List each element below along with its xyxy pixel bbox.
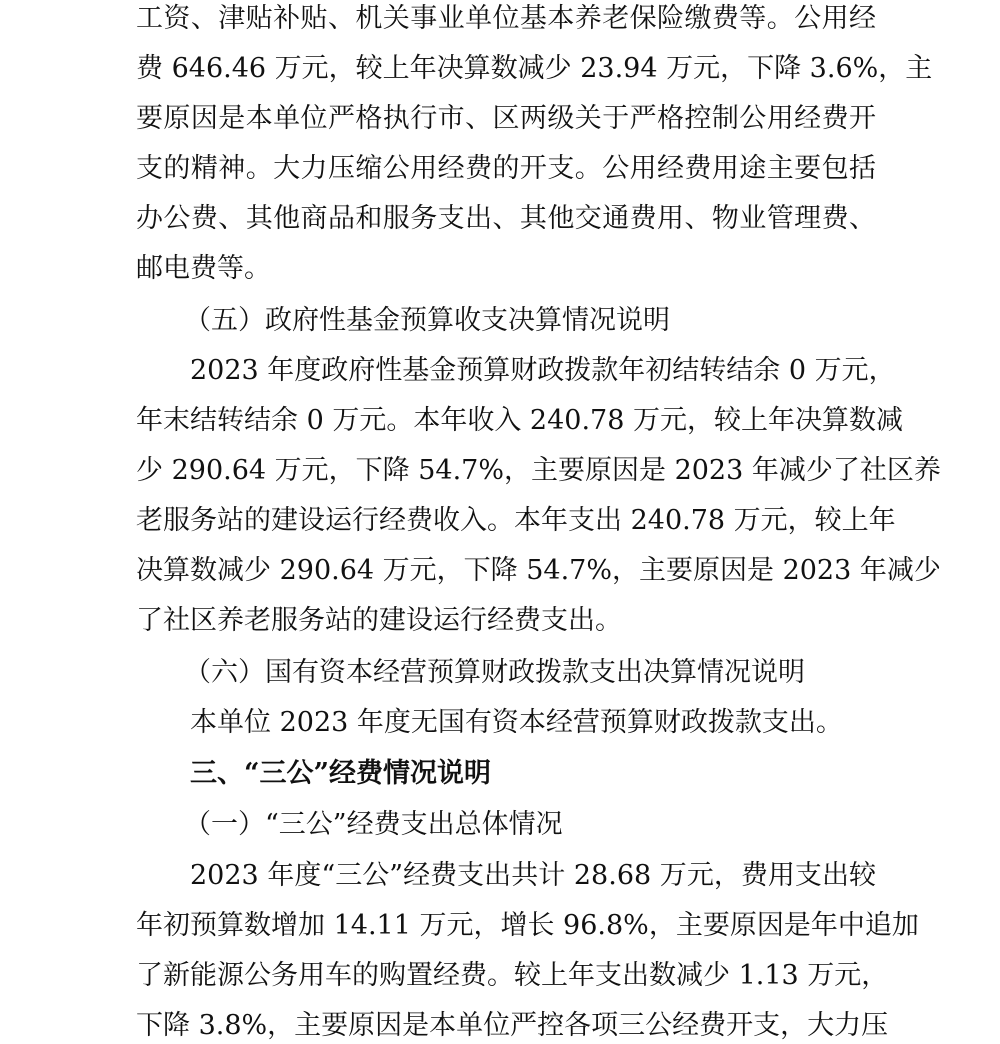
paragraph-line: 要原因是本单位严格执行市、区两级关于严格控制公用经费开 <box>136 103 876 134</box>
paragraph-line: 年末结转结余 0 万元。本年收入 240.78 万元，较上年决算数减 <box>136 405 903 436</box>
paragraph-line: 年初预算数增加 14.11 万元，增长 96.8%，主要原因是年中追加 <box>136 910 919 941</box>
paragraph-line: 工资、津贴补贴、机关事业单位基本养老保险缴费等。公用经 <box>136 3 876 34</box>
paragraph-line: 费 646.46 万元，较上年决算数减少 23.94 万元，下降 3.6%，主 <box>136 53 933 84</box>
paragraph-line: 邮电费等。 <box>136 253 271 284</box>
subsection-heading-1: （一）“三公”经费支出总体情况 <box>184 809 563 840</box>
paragraph-line: 本单位 2023 年度无国有资本经营预算财政拨款支出。 <box>190 707 843 738</box>
paragraph-line: 了社区养老服务站的建设运行经费支出。 <box>136 605 622 636</box>
paragraph-line: 下降 3.8%，主要原因是本单位严控各项三公经费开支，大力压 <box>136 1010 889 1041</box>
paragraph-line: 老服务站的建设运行经费收入。本年支出 240.78 万元，较上年 <box>136 505 896 536</box>
paragraph-line: 2023 年度“三公”经费支出共计 28.68 万元，费用支出较 <box>190 860 876 891</box>
paragraph-line: 2023 年度政府性基金预算财政拨款年初结转结余 0 万元， <box>190 355 896 386</box>
section-heading-6: （六）国有资本经营预算财政拨款支出决算情况说明 <box>184 657 805 688</box>
section-heading-3: 三、“三公”经费情况说明 <box>190 758 492 789</box>
paragraph-line: 办公费、其他商品和服务支出、其他交通费用、物业管理费、 <box>136 203 876 234</box>
paragraph-line: 少 290.64 万元，下降 54.7%，主要原因是 2023 年减少了社区养 <box>136 455 941 486</box>
paragraph-line: 决算数减少 290.64 万元，下降 54.7%，主要原因是 2023 年减少 <box>136 555 941 586</box>
paragraph-line: 支的精神。大力压缩公用经费的开支。公用经费用途主要包括 <box>136 153 876 184</box>
section-heading-5: （五）政府性基金预算收支决算情况说明 <box>184 305 670 336</box>
paragraph-line: 了新能源公务用车的购置经费。较上年支出数减少 1.13 万元， <box>136 960 889 991</box>
